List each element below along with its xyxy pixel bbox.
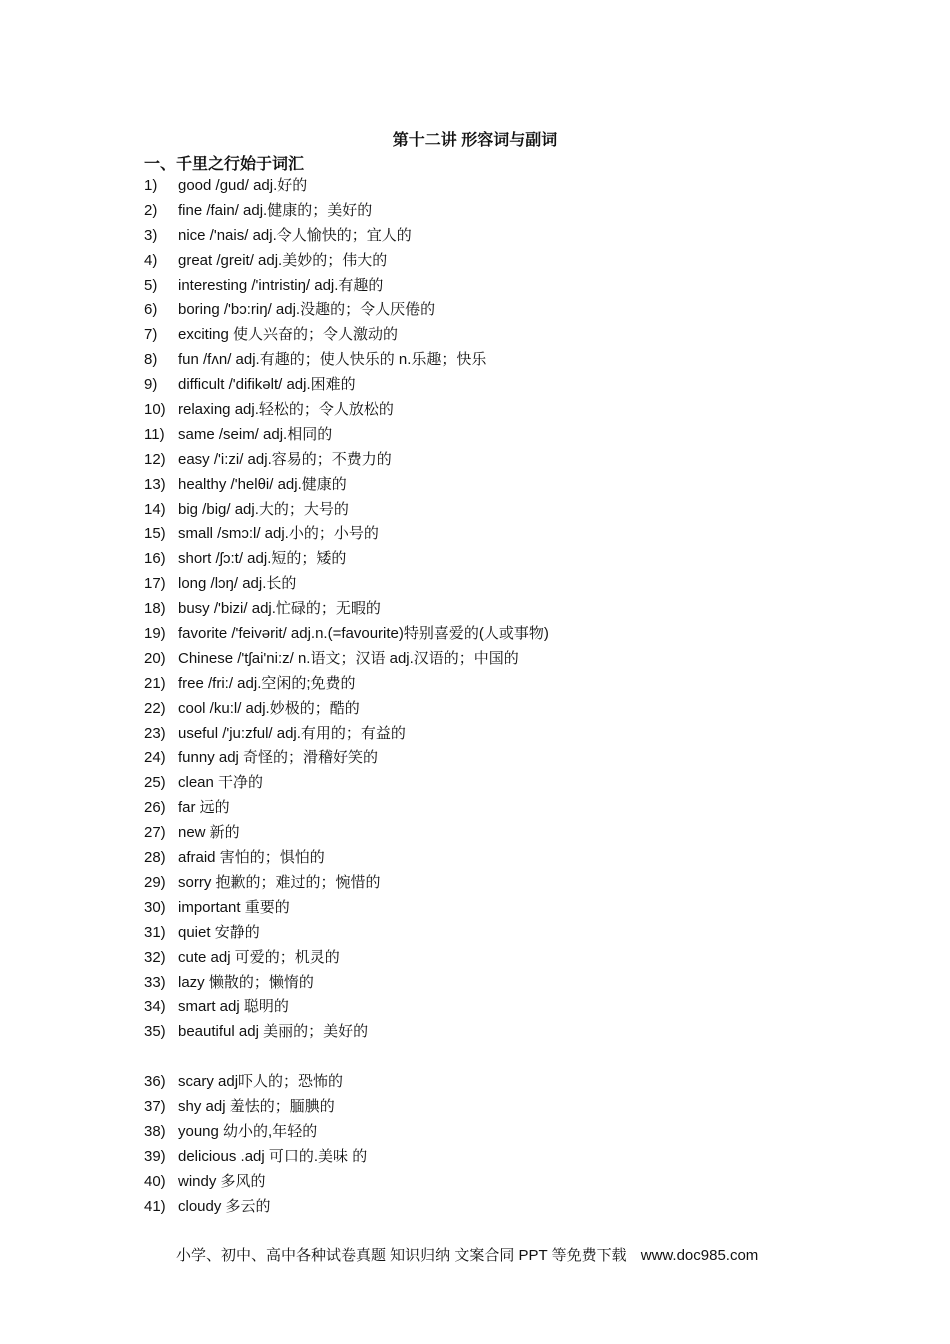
item-text: young 幼小的,年轻的 <box>178 1122 318 1140</box>
item-text: cloudy 多云的 <box>178 1197 271 1215</box>
item-number: 22) <box>144 699 166 717</box>
section-heading: 一、千里之行始于词汇 <box>144 156 305 173</box>
list-item <box>144 746 549 771</box>
item-number: 30) <box>144 898 166 916</box>
list-item <box>144 1195 549 1220</box>
list-item <box>144 722 549 747</box>
item-number: 19) <box>144 625 166 643</box>
item-text: big /big/ adj.大的；大号的 <box>178 500 349 518</box>
list-item <box>144 1120 549 1145</box>
item-number: 31) <box>144 923 166 941</box>
item-text: favorite /'feivərit/ adj.n.(=favourite)特别喜爱的(人或事物) <box>178 625 549 643</box>
item-number: 9) <box>144 376 158 394</box>
item-text: great /greit/ adj.美妙的；伟大的 <box>178 251 388 269</box>
item-number: 13) <box>144 475 166 493</box>
item-text: long /lɔŋ/ adj.长的 <box>178 575 297 593</box>
item-number: 24) <box>144 749 166 767</box>
item-number: 21) <box>144 674 166 692</box>
item-number: 38) <box>144 1122 166 1140</box>
item-number: 27) <box>144 824 166 842</box>
item-number: 23) <box>144 724 166 742</box>
item-text: nice /'nais/ adj.令人愉快的；宜人的 <box>178 226 412 244</box>
item-text: free /fri:/ adj.空闲的;免费的 <box>178 674 356 692</box>
page-footer <box>176 1244 758 1265</box>
list-item <box>144 448 549 473</box>
item-text: delicious .adj 可口的.美味 的 <box>178 1147 368 1165</box>
item-number: 4) <box>144 251 158 269</box>
list-item <box>144 597 549 622</box>
item-number: 7) <box>144 326 158 344</box>
item-number: 16) <box>144 550 166 568</box>
item-text: same /seim/ adj.相同的 <box>178 425 333 443</box>
item-text: smart adj 聪明的 <box>178 998 289 1016</box>
item-number: 15) <box>144 525 166 543</box>
item-text: interesting /'intristiŋ/ adj.有趣的 <box>178 276 384 294</box>
item-text: good /gud/ adj.好的 <box>178 177 308 194</box>
item-number: 25) <box>144 774 166 792</box>
item-number: 41) <box>144 1197 166 1215</box>
item-number: 35) <box>144 1023 166 1041</box>
list-item <box>144 622 549 647</box>
item-number: 10) <box>144 401 166 419</box>
list-item <box>144 1170 549 1195</box>
item-text: clean 干净的 <box>178 774 264 792</box>
item-number: 2) <box>144 201 158 219</box>
list-item <box>144 572 549 597</box>
item-text: afraid 害怕的；惧怕的 <box>178 849 325 867</box>
item-number: 26) <box>144 799 166 817</box>
footer-text: 小学、初中、高中各种试卷真题 知识归纳 文案合同 PPT 等免费下载 <box>176 1247 627 1264</box>
item-number: 33) <box>144 973 166 991</box>
item-text: Chinese /'tʃai'ni:z/ n.语文；汉语 adj.汉语的；中国的 <box>178 649 519 667</box>
list-item <box>144 224 549 249</box>
item-text: difficult /'difikəlt/ adj.困难的 <box>178 376 356 394</box>
item-number: 18) <box>144 600 166 618</box>
item-text: new 新的 <box>178 824 240 842</box>
item-text: small /smɔ:l/ adj.小的；小号的 <box>178 525 379 543</box>
item-text: shy adj 羞怯的；腼腆的 <box>178 1097 335 1115</box>
list-item <box>144 821 549 846</box>
item-text: windy 多风的 <box>178 1172 266 1190</box>
item-number: 5) <box>144 276 158 294</box>
list-item <box>144 398 549 423</box>
list-item <box>144 921 549 946</box>
list-item <box>144 323 549 348</box>
item-number: 29) <box>144 873 166 891</box>
list-item <box>144 1145 549 1170</box>
list-item <box>144 423 549 448</box>
item-text: important 重要的 <box>178 898 290 916</box>
list-item <box>144 871 549 896</box>
item-text: easy /'i:zi/ adj.容易的；不费力的 <box>178 450 392 468</box>
footer-url[interactable]: www.doc985.com <box>640 1247 759 1264</box>
list-item <box>144 522 549 547</box>
list-item <box>144 971 549 996</box>
item-number: 14) <box>144 500 166 518</box>
list-item <box>144 672 549 697</box>
item-number: 1) <box>144 177 158 194</box>
item-text: short /ʃɔ:t/ adj.短的；矮的 <box>178 550 347 568</box>
item-text: cute adj 可爱的；机灵的 <box>178 948 340 966</box>
vocabulary-list <box>144 174 549 1219</box>
list-item <box>144 498 549 523</box>
list-item <box>144 846 549 871</box>
list-item <box>144 995 549 1020</box>
item-number: 8) <box>144 351 158 369</box>
item-text: boring /'bɔ:riŋ/ adj.没趣的；令人厌倦的 <box>178 301 436 319</box>
item-text: busy /'bizi/ adj.忙碌的；无暇的 <box>178 600 381 618</box>
item-text: sorry 抱歉的；难过的；惋惜的 <box>178 873 381 891</box>
item-number: 28) <box>144 849 166 867</box>
item-text: funny adj 奇怪的；滑稽好笑的 <box>178 749 379 767</box>
item-text: exciting 使人兴奋的；令人激动的 <box>178 326 399 344</box>
item-text: relaxing adj.轻松的；令人放松的 <box>178 401 394 419</box>
list-item <box>144 1020 549 1045</box>
item-text: fine /fain/ adj.健康的；美好的 <box>178 201 373 219</box>
item-text: scary adj吓人的；恐怖的 <box>178 1073 344 1091</box>
list-item <box>144 1070 549 1095</box>
page-title: 第十二讲 形容词与副词 <box>392 132 558 149</box>
item-number: 11) <box>144 425 165 443</box>
item-number: 20) <box>144 649 166 667</box>
item-number: 12) <box>144 450 166 468</box>
list-item <box>144 298 549 323</box>
item-text: quiet 安静的 <box>178 923 260 941</box>
list-item <box>144 896 549 921</box>
item-number: 39) <box>144 1147 166 1165</box>
list-item <box>144 946 549 971</box>
item-text: cool /ku:l/ adj.妙极的；酷的 <box>178 699 360 717</box>
item-number: 32) <box>144 948 166 966</box>
item-number: 34) <box>144 998 166 1016</box>
item-text: far 远的 <box>178 799 230 817</box>
item-text: beautiful adj 美丽的；美好的 <box>178 1023 369 1041</box>
list-item <box>144 373 549 398</box>
item-number: 6) <box>144 301 158 319</box>
list-item <box>144 697 549 722</box>
list-item <box>144 174 549 199</box>
list-item <box>144 1095 549 1120</box>
list-item <box>144 796 549 821</box>
list-item <box>144 647 549 672</box>
item-text: healthy /'helθi/ adj.健康的 <box>178 475 347 493</box>
list-item <box>144 771 549 796</box>
item-text: fun /fʌn/ adj.有趣的；使人快乐的 n.乐趣；快乐 <box>178 351 487 369</box>
item-number: 3) <box>144 226 158 244</box>
list-item <box>144 547 549 572</box>
list-item <box>144 199 549 224</box>
item-text: useful /'ju:zful/ adj.有用的；有益的 <box>178 724 406 742</box>
list-item <box>144 348 549 373</box>
item-number: 40) <box>144 1172 166 1190</box>
list-item <box>144 249 549 274</box>
item-text: lazy 懒散的；懒惰的 <box>178 973 314 991</box>
item-number: 36) <box>144 1073 166 1091</box>
list-item <box>144 274 549 299</box>
list-item <box>144 473 549 498</box>
item-number: 37) <box>144 1097 166 1115</box>
item-number: 17) <box>144 575 166 593</box>
